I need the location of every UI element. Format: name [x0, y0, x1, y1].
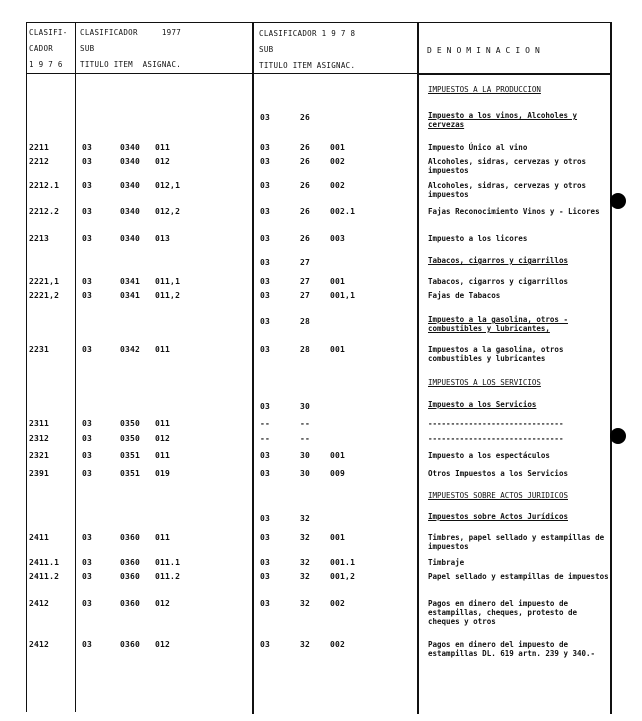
subsection-heading: Impuesto a la gasolina, otros - combustibles y lubricantes, [428, 315, 568, 333]
section-heading: IMPUESTOS SOBRE ACTOS JURIDICOS [428, 491, 568, 500]
cell-a78: 001 [330, 451, 346, 460]
cell-a77: 011 [155, 451, 171, 460]
cell-t77: 03 [82, 451, 93, 460]
cell-t77: 03 [82, 277, 93, 286]
cell-t77: 03 [82, 558, 93, 567]
item-description: Impuesto Único al vino [428, 143, 528, 152]
cell-c76: 2412 [29, 599, 50, 608]
cell-t77: 03 [82, 419, 93, 428]
cell-t77: 03 [82, 345, 93, 354]
item-description: Fajas Reconocimiento Vinos y - Licores [428, 207, 600, 216]
cell-t78: -- [260, 419, 271, 428]
cell-a78: 001,1 [330, 291, 356, 300]
cell-a78: 002 [330, 640, 346, 649]
cell-i78: 32 [300, 599, 311, 608]
cell-t78: 03 [260, 558, 271, 567]
cell-i78: 32 [300, 572, 311, 581]
cell-a77: 011 [155, 533, 171, 542]
cell-t78: 03 [260, 234, 271, 243]
cell-a77: 012 [155, 434, 171, 443]
cell-i78: -- [300, 419, 311, 428]
item-description: ------------------------------ [428, 434, 564, 443]
cell-t77: 03 [82, 181, 93, 190]
cell-i78: 26 [300, 113, 311, 122]
cell-i77: 0340 [120, 157, 141, 166]
cell-a77: 011 [155, 345, 171, 354]
cell-a77: 011,1 [155, 277, 181, 286]
border-top [26, 22, 612, 23]
cell-a78: 001 [330, 533, 346, 542]
cell-t77: 03 [82, 640, 93, 649]
cell-a77: 012,2 [155, 207, 181, 216]
item-description: Otros Impuestos a los Servicios [428, 469, 568, 478]
cell-t78: 03 [260, 451, 271, 460]
cell-i77: 0342 [120, 345, 141, 354]
cell-a77: 012 [155, 157, 171, 166]
cell-t78: 03 [260, 181, 271, 190]
subsection-heading: Impuesto a los vinos, Alcoholes y cervezas [428, 111, 578, 129]
cell-t78: 03 [260, 277, 271, 286]
header-1978-columns: TITULO ITEM ASIGNAC. [259, 61, 356, 70]
cell-c76: 2312 [29, 434, 50, 443]
cell-t77: 03 [82, 207, 93, 216]
header-bottom-rule-right [417, 74, 612, 75]
cell-i77: 0350 [120, 419, 141, 428]
cell-t77: 03 [82, 572, 93, 581]
cell-i77: 0351 [120, 451, 141, 460]
cell-i78: 26 [300, 234, 311, 243]
cell-c76: 2411 [29, 533, 50, 542]
cell-a77: 011.1 [155, 558, 181, 567]
cell-c76: 2412 [29, 640, 50, 649]
cell-c76: 2411.2 [29, 572, 60, 581]
cell-t77: 03 [82, 434, 93, 443]
subsection-heading: Impuesto a los Servicios [428, 400, 537, 409]
cell-c76: 2211 [29, 143, 50, 152]
cell-t77: 03 [82, 533, 93, 542]
item-description: Impuesto a los licores [428, 234, 528, 243]
cell-i78: 32 [300, 558, 311, 567]
item-description: Tabacos, cigarros y cigarrillos [428, 277, 568, 286]
cell-t78: 03 [260, 345, 271, 354]
item-description: Pagos en dinero del impuesto de estampillas DL. 619 artn. 239 y 340.- [428, 640, 596, 658]
cell-t78: 03 [260, 402, 271, 411]
cell-a77: 011,2 [155, 291, 181, 300]
cell-i78: 26 [300, 207, 311, 216]
cell-t78: 03 [260, 533, 271, 542]
cell-t78: 03 [260, 113, 271, 122]
cell-a78: 001 [330, 143, 346, 152]
cell-t78: 03 [260, 469, 271, 478]
cell-i78: 26 [300, 143, 311, 152]
subsection-heading: Tabacos, cigarros y cigarrillos [428, 256, 568, 265]
cell-t78: 03 [260, 291, 271, 300]
item-description: Timbraje [428, 558, 465, 567]
item-description: Pagos en dinero del impuesto de estampillas, cheques, protesto de cheques y otros [428, 599, 578, 626]
cell-c76: 2212 [29, 157, 50, 166]
cell-c76: 2411.1 [29, 558, 60, 567]
header-1976-line1: CLASIFI- [29, 28, 68, 37]
cell-t78: 03 [260, 317, 271, 326]
cell-i77: 0340 [120, 181, 141, 190]
cell-c76: 2221,2 [29, 291, 60, 300]
section-heading: IMPUESTOS A LOS SERVICIOS [428, 378, 541, 387]
cell-i78: 32 [300, 533, 311, 542]
divider-1977-1978 [252, 22, 254, 714]
header-1977-sub: SUB [80, 44, 95, 53]
cell-a78: 009 [330, 469, 346, 478]
cell-a78: 002.1 [330, 207, 356, 216]
header-1976-line2: CADOR [29, 44, 54, 53]
cell-i77: 0360 [120, 533, 141, 542]
cell-a78: 002 [330, 157, 346, 166]
item-description: Alcoholes, sidras, cervezas y otros impuestos [428, 181, 587, 199]
cell-i78: 27 [300, 258, 311, 267]
cell-i77: 0341 [120, 277, 141, 286]
cell-i78: 28 [300, 345, 311, 354]
cell-i78: 26 [300, 157, 311, 166]
cell-i77: 0340 [120, 143, 141, 152]
cell-a78: 002 [330, 599, 346, 608]
cell-a78: 003 [330, 234, 346, 243]
section-heading: IMPUESTOS A LA PRODUCCION [428, 85, 541, 94]
cell-t77: 03 [82, 291, 93, 300]
cell-i78: 30 [300, 451, 311, 460]
cell-i77: 0351 [120, 469, 141, 478]
cell-i78: 30 [300, 402, 311, 411]
cell-i77: 0340 [120, 207, 141, 216]
item-description: Impuesto a los espectáculos [428, 451, 550, 460]
item-description: ------------------------------ [428, 419, 564, 428]
cell-t78: 03 [260, 640, 271, 649]
cell-i77: 0360 [120, 558, 141, 567]
cell-i77: 0360 [120, 572, 141, 581]
cell-c76: 2311 [29, 419, 50, 428]
cell-c76: 2212.1 [29, 181, 60, 190]
header-1977-title: CLASIFICADOR 1977 [80, 28, 182, 37]
divider-1976-1977 [75, 22, 76, 712]
cell-i77: 0350 [120, 434, 141, 443]
cell-a77: 012 [155, 640, 171, 649]
cell-t78: 03 [260, 157, 271, 166]
cell-t78: 03 [260, 572, 271, 581]
cell-i78: 26 [300, 181, 311, 190]
cell-i78: 32 [300, 640, 311, 649]
item-description: Impuestos a la gasolina, otros combustibles y lubricantes [428, 345, 564, 363]
binder-hole-top [610, 193, 626, 209]
cell-a78: 002 [330, 181, 346, 190]
cell-t78: -- [260, 434, 271, 443]
cell-t78: 03 [260, 514, 271, 523]
cell-a77: 012,1 [155, 181, 181, 190]
cell-i78: 27 [300, 291, 311, 300]
cell-a77: 013 [155, 234, 171, 243]
cell-t77: 03 [82, 599, 93, 608]
cell-t78: 03 [260, 258, 271, 267]
header-1976-line3: 1 9 7 6 [29, 60, 63, 69]
cell-t77: 03 [82, 157, 93, 166]
divider-1978-denominacion [417, 22, 419, 714]
cell-a78: 001 [330, 345, 346, 354]
cell-t77: 03 [82, 234, 93, 243]
binder-hole-bottom [610, 428, 626, 444]
cell-a78: 001 [330, 277, 346, 286]
cell-c76: 2213 [29, 234, 50, 243]
cell-i77: 0360 [120, 640, 141, 649]
header-1978-title: CLASIFICADOR 1 9 7 8 [259, 29, 356, 38]
cell-a77: 011.2 [155, 572, 181, 581]
cell-a78: 001.1 [330, 558, 356, 567]
cell-i78: 30 [300, 469, 311, 478]
item-description: Papel sellado y estampillas de impuestos [428, 572, 609, 581]
cell-t77: 03 [82, 143, 93, 152]
cell-t78: 03 [260, 143, 271, 152]
cell-i78: 32 [300, 514, 311, 523]
cell-a77: 019 [155, 469, 171, 478]
cell-i78: 28 [300, 317, 311, 326]
cell-c76: 2391 [29, 469, 50, 478]
cell-i78: -- [300, 434, 311, 443]
cell-i77: 0360 [120, 599, 141, 608]
cell-c76: 2221,1 [29, 277, 60, 286]
cell-i78: 27 [300, 277, 311, 286]
header-1978-sub: SUB [259, 45, 274, 54]
header-denominacion: DENOMINACION [427, 46, 545, 55]
cell-a77: 011 [155, 143, 171, 152]
cell-a77: 011 [155, 419, 171, 428]
cell-c76: 2212.2 [29, 207, 60, 216]
border-left [26, 22, 27, 712]
item-description: Alcoholes, sidras, cervezas y otros impuestos [428, 157, 587, 175]
cell-a77: 012 [155, 599, 171, 608]
item-description: Fajas de Tabacos [428, 291, 501, 300]
cell-c76: 2231 [29, 345, 50, 354]
cell-a78: 001,2 [330, 572, 356, 581]
cell-c76: 2321 [29, 451, 50, 460]
cell-t78: 03 [260, 599, 271, 608]
cell-t78: 03 [260, 207, 271, 216]
cell-i77: 0341 [120, 291, 141, 300]
border-right [610, 22, 612, 714]
item-description: Timbres, papel sellado y estampillas de impuestos [428, 533, 605, 551]
subsection-heading: Impuestos sobre Actos Jurídicos [428, 512, 568, 521]
header-1977-columns: TITULO ITEM ASIGNAC. [80, 60, 182, 69]
cell-t77: 03 [82, 469, 93, 478]
cell-i77: 0340 [120, 234, 141, 243]
